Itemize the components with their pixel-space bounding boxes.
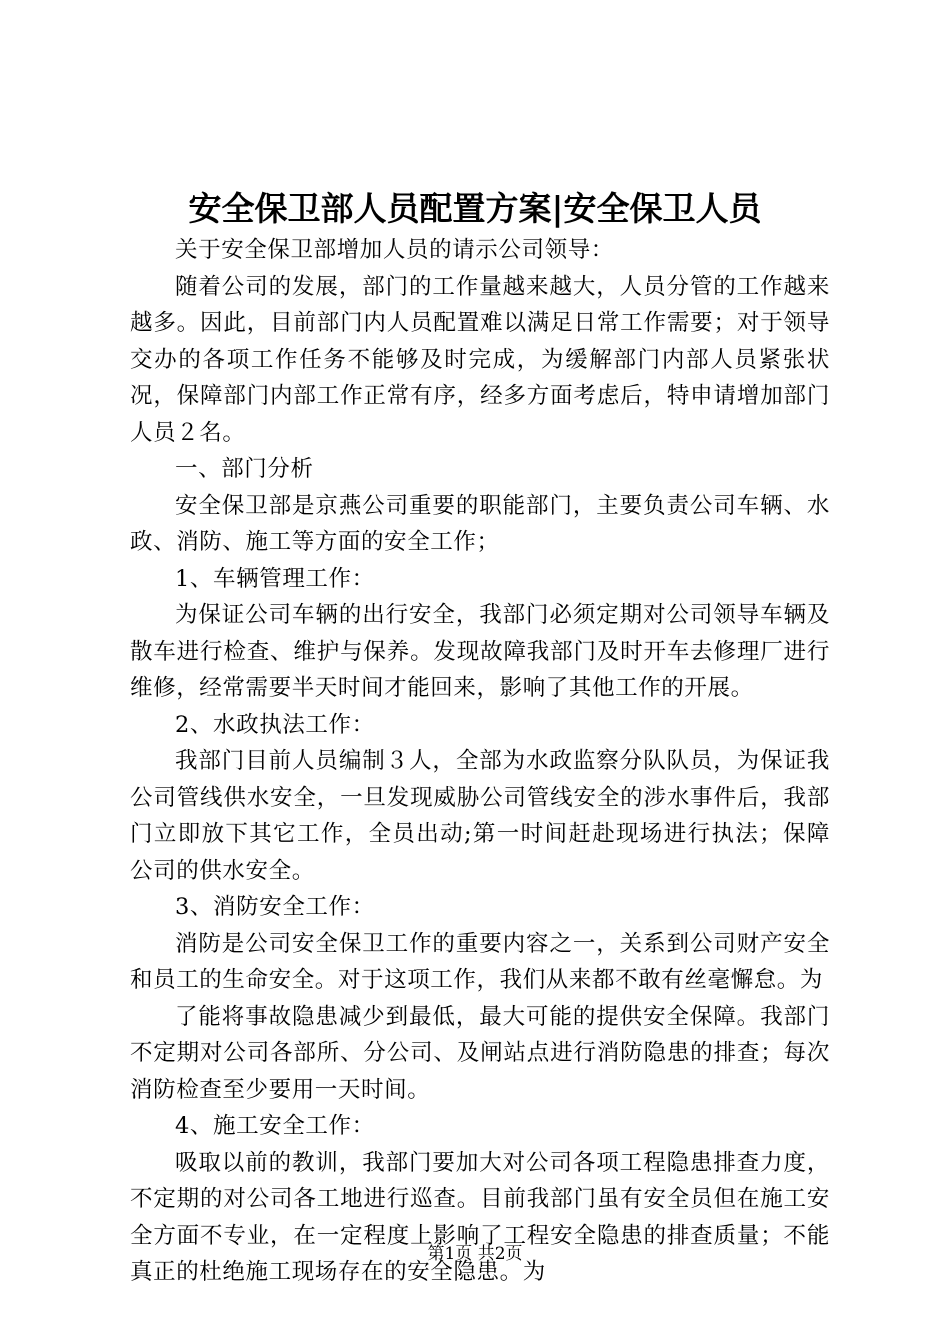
subheading-vehicle-management: 1、车辆管理工作：: [175, 565, 375, 592]
paragraph-vehicle-management: 为保证公司车辆的出行安全，我部门必须定期对公司领导车辆及散车进行检查、维护与保养。发现故障我部门及时开车去修理厂进行维修，经常需要半天时间才能回来，影响了其他工作的开展。: [130, 602, 830, 701]
page-number-footer: 第1页 共2页: [427, 1244, 523, 1264]
paragraph-water-enforcement: 我部门目前人员编制３人，全部为水政监察分队队员，为保证我公司管线供水安全，一旦发现威胁公司管线安全的涉水事件后，我部门立即放下其它工作，全员出动;第一时间赶赴现场进行执法；保障公司的供水安全。: [130, 748, 830, 884]
section-heading-department-analysis: 一、部门分析: [175, 456, 314, 482]
paragraph-salutation: 关于安全保卫部增加人员的请示公司领导：: [175, 237, 614, 263]
subheading-construction-safety: 4、施工安全工作：: [175, 1113, 375, 1139]
subheading-fire-safety: 3、消防安全工作：: [175, 894, 375, 920]
subheading-water-enforcement: 2、水政执法工作：: [175, 711, 375, 738]
paragraph-construction-safety: 吸取以前的教训，我部门要加大对公司各项工程隐患排查力度，不定期的对公司各工地进行巡查。目前我部门虽有安全员但在施工安全方面不专业，在一定程度上影响了工程安全隐患的排查质量；不能真正的杜绝施工现场存在的安全隐患。为: [130, 1149, 830, 1285]
paragraph-fire-safety: 消防是公司安全保卫工作的重要内容之一，关系到公司财产安全和员工的生命安全。对于这项工作，我们从来都不敢有丝毫懈怠。为: [130, 930, 830, 993]
paragraph-department-overview: 安全保卫部是京燕公司重要的职能部门，主要负责公司车辆、水政、消防、施工等方面的安全工作；: [130, 492, 830, 555]
paragraph-fire-safety-continued: 了能将事故隐患减少到最低，最大可能的提供安全保障。我部门不定期对公司各部所、分公司、及闸站点进行消防隐患的排查；每次消防检查至少要用一天时间。: [130, 1003, 830, 1103]
document-title: 安全保卫部人员配置方案|安全保卫人员: [188, 189, 762, 228]
document-body: [130, 232, 830, 1291]
paragraph-intro: 随着公司的发展，部门的工作量越来越大，人员分管的工作越来越多。因此，目前部门内人员配置难以满足日常工作需要；对于领导交办的各项工作任务不能够及时完成，为缓解部门内部人员紧张状况，保障部门内部工作正常有序，经多方面考虑后，特申请增加部门人员２名。: [130, 273, 830, 446]
